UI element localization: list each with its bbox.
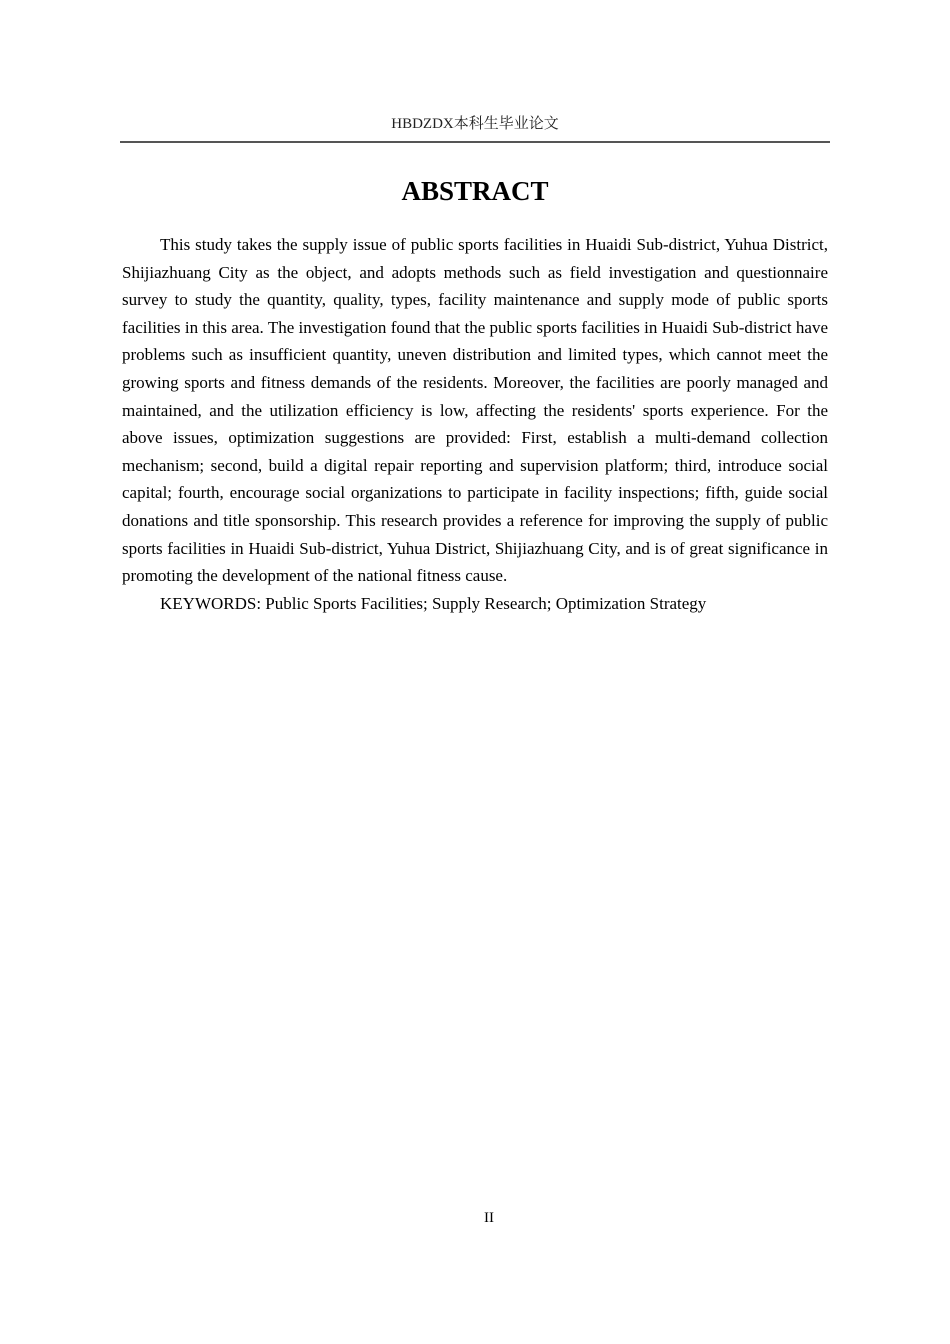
abstract-title: ABSTRACT	[401, 176, 549, 206]
abstract-paragraph: This study takes the supply issue of public sports facilities in Huaidi Sub-district, Yuhua District, Shijiazhuang City as the object, and adopts methods such as field investigation and questionnaire survey to study the quantity, quality, types, facility maintenance and supply mode of public sports facilities in this area. The investigation found that the public sports facilities in Huaidi Sub-district have problems such as insufficient quantity, uneven distribution and limited types, which cannot meet the growing sports and fitness demands of the residents. Moreover, the facilities are poorly managed and maintained, and the utilization efficiency is low, affecting the residents' sports experience. For the above issues, optimization suggestions are provided: First, establish a multi-demand collection mechanism; second, build a digital repair reporting and supervision platform; third, introduce social capital; fourth, encourage social organizations to participate in facility inspections; fifth, guide social donations and title sponsorship. This research provides a reference for improving the supply of public sports facilities in Huaidi Sub-district, Yuhua District, Shijiazhuang City, and is of great significance in promoting the development of the national fitness cause.	[122, 235, 828, 586]
page-number: II	[484, 1210, 494, 1226]
header-rule	[120, 141, 830, 143]
keywords-line: KEYWORDS: Public Sports Facilities; Supply Research; Optimization Strategy	[160, 593, 707, 613]
running-header: HBDZDX本科生毕业论文	[391, 116, 559, 132]
abstract-section	[122, 231, 828, 617]
